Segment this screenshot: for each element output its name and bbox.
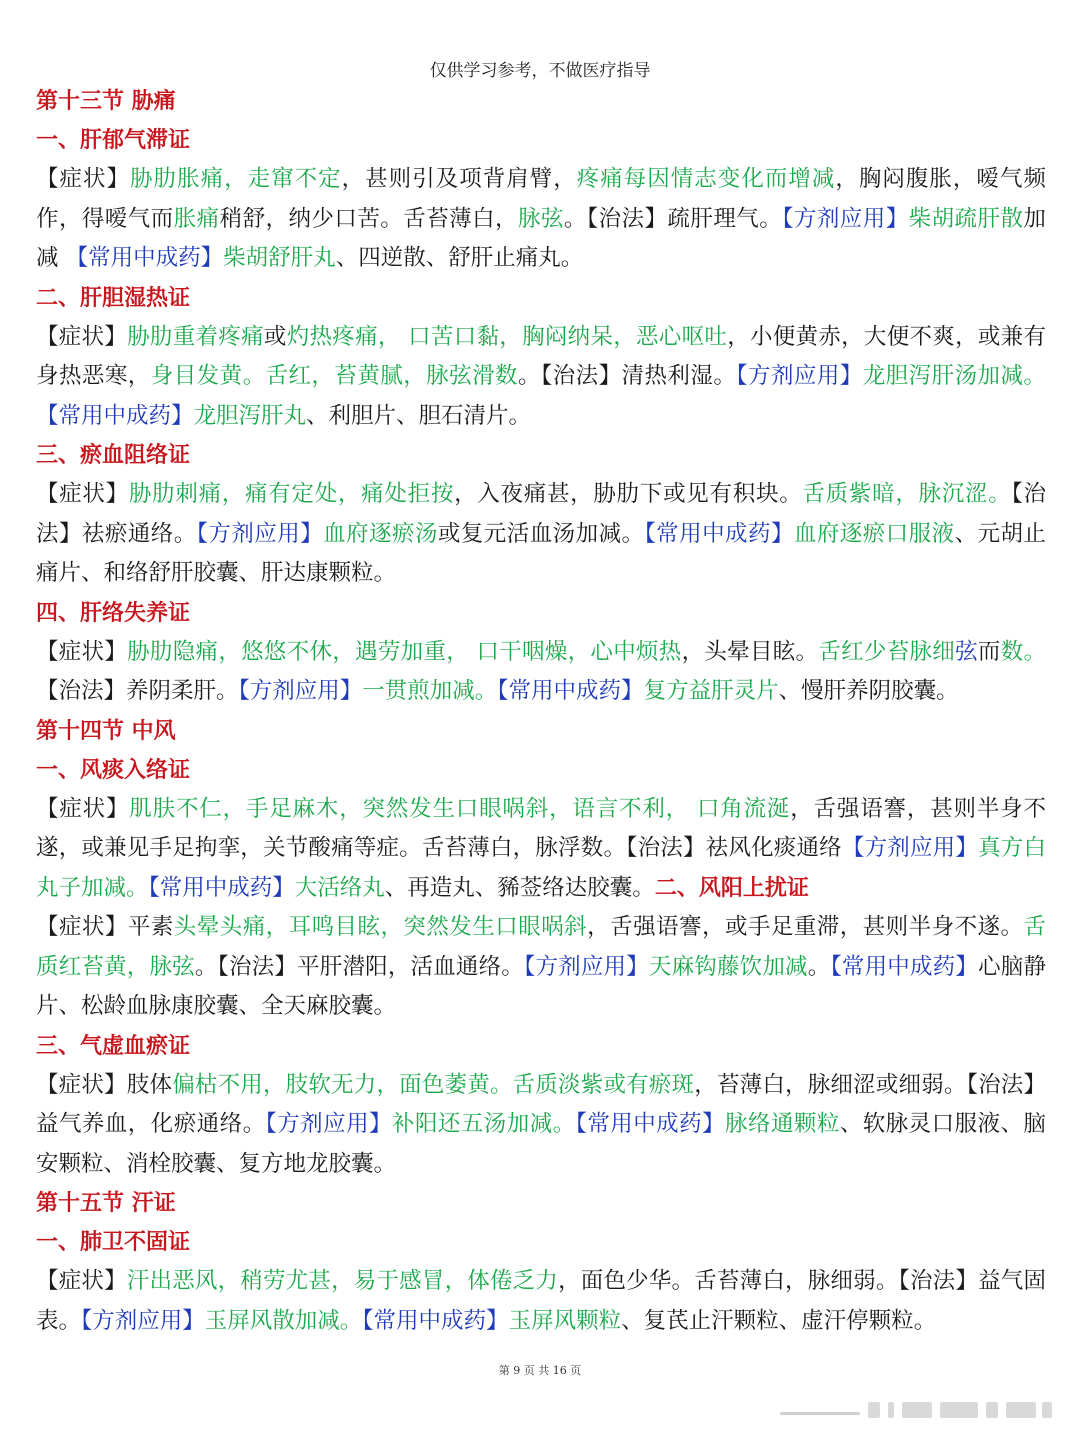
disclaimer-text: 仅供学习参考，不做医疗指导 — [429, 61, 651, 81]
watermark-mark — [888, 1402, 894, 1418]
paragraph — [36, 318, 1046, 437]
subsection-heading: 二、肝胆湿热证 — [36, 285, 191, 311]
body-text: 稍舒，纳少口苦。舌苔薄白， — [219, 205, 518, 232]
body-text: 。【治法】疏肝理气。 — [563, 205, 783, 232]
highlight-text: 脉络通颗粒 — [725, 1111, 840, 1137]
subsection-heading: 一、肝郁气滞证 — [36, 128, 191, 153]
highlight-text: 柴胡疏肝散 — [908, 205, 1024, 232]
body-text: ，头晕目眩。 — [681, 638, 819, 665]
label-tag: 【常用中成药】 — [362, 1307, 509, 1334]
body-text: 。 — [807, 953, 831, 980]
body-text: 、四逆散、舒肝止痛丸。 — [335, 245, 584, 271]
highlight-text: 一贯煎加减。 — [362, 678, 498, 704]
highlight-text: 胁肋隐痛，悠悠不休，遇劳加重， 口干咽燥，心中烦热 — [127, 638, 682, 665]
document-body — [36, 82, 1046, 1341]
label-tag: 【方剂应用】 — [782, 205, 909, 232]
highlight-text: 肌肤不仁，手足麻木，突然发生口眼㖞斜，语言不利， 口角流涎 — [129, 795, 791, 822]
highlight-text: 胁肋刺痛，痛有定处，痛处拒按 — [128, 481, 455, 507]
highlight-text: 舌质紫暗，脉沉涩。 — [802, 481, 1012, 507]
body-text: 【症状】 — [36, 638, 128, 665]
highlight-text: 胁肋重着疼痛 — [127, 323, 264, 350]
subsection-heading: 四、肝络失养证 — [36, 600, 191, 626]
highlight-text: 血府逐瘀口服液 — [793, 520, 955, 547]
highlight-text: 数。 — [1000, 638, 1046, 665]
highlight-text: 血府逐瘀汤 — [323, 520, 438, 547]
highlight-text: 身目发黄。舌红，苔黄腻，脉弦滑数 — [150, 363, 519, 389]
highlight-text: 大活络丸 — [294, 874, 385, 901]
highlight-text: 头晕头痛，耳鸣目眩，突然发生口眼㖞斜 — [173, 914, 588, 940]
watermark-mark — [902, 1402, 932, 1418]
body-text: 、软脉灵口服液、脑安颗粒、消栓胶囊、复方地龙胶囊。 — [36, 1111, 1046, 1177]
highlight-text: 真方白丸子加减。 — [36, 835, 1046, 901]
body-text: 【治法】祛瘀通络。 — [36, 481, 1046, 547]
paragraph — [36, 160, 1046, 279]
label-tag: 【方剂应用】 — [841, 835, 979, 861]
body-text: 、利胆片、胆石清片。 — [306, 402, 532, 429]
highlight-text: 胁肋胀痛，走窜不定 — [130, 166, 342, 192]
highlight-text: 复方益肝灵片 — [643, 678, 779, 704]
label-tag: 【常用中成药】 — [830, 953, 979, 980]
highlight-text: 偏枯不用，肢软无力，面色萎黄。舌质淡紫或有瘀斑 — [172, 1071, 695, 1098]
label-tag: 【常用中成药】 — [36, 402, 194, 429]
highlight-text: 疼痛每因情志变化而增减 — [576, 166, 836, 192]
watermark-mark — [986, 1402, 998, 1418]
label-tag: 【常用中成药】 — [497, 678, 644, 704]
body-text: 【治法】养阴柔肝。 — [36, 678, 239, 704]
body-text: 【症状】 — [36, 795, 130, 822]
body-text: 【症状】 — [36, 1268, 127, 1294]
body-text: ，苔薄白，脉细涩或细弱。【治法】益气养血，化瘀通络。 — [36, 1071, 1046, 1137]
label-tag: 【方剂应用】 — [265, 1111, 392, 1137]
body-text: 、再造丸、豨莶络达胶囊。 — [384, 874, 655, 901]
watermark-mark — [940, 1402, 978, 1418]
paragraph — [36, 1262, 1046, 1341]
paragraph — [36, 1066, 1046, 1185]
body-text: 【症状】平素 — [36, 914, 174, 940]
body-text: 或 — [263, 323, 287, 350]
highlight-text: 汗出恶风，稍劳尤甚，易于感冒，体倦乏力 — [126, 1268, 559, 1294]
body-text: ，小便黄赤，大便不爽，或兼有身热恶寒， — [36, 323, 1046, 389]
body-text: ，舌强语謇，或手足重滞，甚则半身不遂。 — [587, 914, 1024, 940]
label-tag: 【常用中成药】 — [644, 520, 794, 547]
highlight-text: 龙胆泻肝丸 — [193, 402, 307, 429]
paragraph — [36, 475, 1046, 594]
label-tag: 【方剂应用】 — [736, 363, 863, 389]
body-text: 【症状】 — [36, 481, 129, 507]
label-tag: 【方剂应用】 — [238, 678, 363, 704]
paragraph — [36, 790, 1046, 909]
label-tag: 【方剂应用】 — [81, 1307, 205, 1334]
section-heading: 第十三节 胁痛 — [36, 89, 176, 114]
body-text: 、复芪止汗颗粒、虚汗停颗粒。 — [621, 1307, 937, 1334]
body-text: ，舌强语謇，甚则半身不遂，或兼见手足拘挛，关节酸痛等症。舌苔薄白，脉浮数。【治法】祛风化痰通络 — [36, 795, 1046, 861]
subsection-heading: 二、风阳上扰证 — [654, 875, 809, 901]
watermark-mark — [1042, 1402, 1052, 1418]
watermark-mark — [868, 1402, 880, 1418]
label-tag: 【常用中成药】 — [575, 1111, 726, 1137]
label-tag: 弦 — [955, 638, 978, 665]
label-tag: 【方剂应用】 — [524, 953, 649, 980]
highlight-text: 天麻钩藤饮加减 — [648, 953, 808, 980]
body-text: 、元胡止痛片、和络舒肝胶囊、肝达康颗粒。 — [36, 520, 1046, 586]
label-tag: 【常用中成药】 — [65, 245, 224, 271]
highlight-text: 柴胡舒肝丸 — [223, 245, 336, 271]
body-text: ，入夜痛甚，胁肋下或见有积块。 — [454, 481, 803, 507]
highlight-text: 补阳还五汤加减。 — [392, 1111, 576, 1137]
highlight-text: 玉屏风散加减。 — [204, 1307, 363, 1334]
body-text: 。【治法】清热利湿。 — [518, 363, 737, 389]
subsection-heading: 一、肺卫不固证 — [36, 1230, 191, 1255]
body-text: 。【治法】平肝潜阳，活血通络。 — [194, 953, 524, 980]
body-text: ，胸闷腹胀，嗳气频作，得嗳气而 — [36, 166, 1046, 232]
highlight-text: 胀痛 — [173, 205, 220, 232]
subsection-heading: 一、风痰入络证 — [36, 757, 191, 783]
highlight-text: 灼热疼痛， 口苦口黏，胸闷纳呆，恶心呕吐 — [286, 323, 728, 350]
body-text: 【症状】 — [36, 166, 131, 192]
body-text: 或复元活血汤加减。 — [437, 520, 645, 547]
highlight-text: 玉屏风颗粒 — [508, 1307, 622, 1334]
body-text: 加减 — [36, 205, 1046, 271]
highlight-text: 舌红少苔脉细 — [818, 638, 956, 665]
page-number: 第 9 页 共 16 页 — [498, 1364, 582, 1377]
paragraph — [36, 908, 1046, 1027]
body-text: ，面色少华。舌苔薄白，脉细弱。【治法】益气固表。 — [36, 1268, 1046, 1334]
section-heading: 第十五节 汗证 — [36, 1191, 176, 1216]
watermark-logo — [780, 1400, 1055, 1422]
subsection-heading: 三、瘀血阻络证 — [36, 443, 191, 468]
body-text: 【症状】 — [36, 323, 128, 350]
highlight-text: 龙胆泻肝汤加减。 — [862, 363, 1046, 389]
paragraph — [36, 633, 1046, 712]
body-text: 、慢肝养阴胶囊。 — [778, 678, 959, 704]
section-heading: 第十四节 中风 — [36, 718, 176, 744]
watermark-mark — [1006, 1402, 1036, 1418]
body-text: ，甚则引及项背肩臂， — [341, 166, 577, 192]
body-text: 【症状】肢体 — [36, 1071, 173, 1098]
highlight-text: 脉弦 — [518, 205, 564, 232]
highlight-text: 舌质红苔黄，脉弦 — [36, 914, 1046, 980]
label-tag: 【常用中成药】 — [148, 874, 295, 901]
body-text: 而 — [977, 638, 1001, 665]
body-text: 心脑静片、松龄血脉康胶囊、全天麻胶囊。 — [36, 953, 1046, 1019]
subsection-heading: 三、气虚血瘀证 — [36, 1033, 191, 1059]
watermark-stroke — [780, 1412, 860, 1415]
label-tag: 【方剂应用】 — [196, 520, 324, 547]
